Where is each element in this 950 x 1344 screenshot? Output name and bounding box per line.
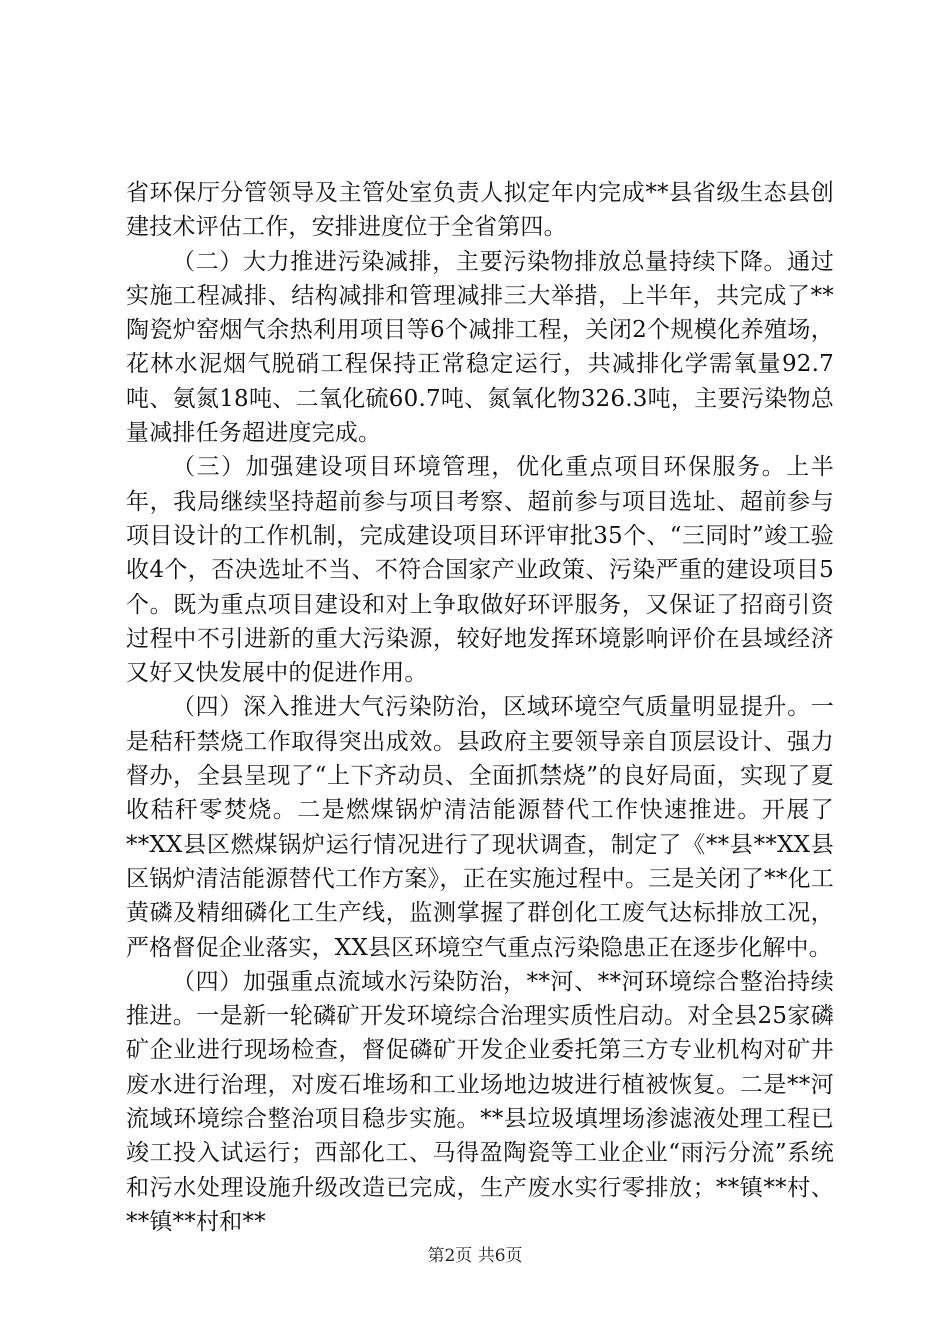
paragraph-project-management: （三）加强建设项目环境管理，优化重点项目环保服务。上半年，我局继续坚持超前参与项目考察、超前参与项目选址、超前参与项目设计的工作机制，完成建设项目环评审批35个、“三同时”竣工验收4个，否决选址不当、不符合国家产业政策、污染严重的建设项目5个。既为重点项目建设和对上争取做好环评服务，又保证了招商引资过程中不引进新的重大污染源，较好地发挥环境影响评价在县域经济又好又快发展中的促进作用。	[126, 454, 834, 687]
paragraph-continuation: 省环保厅分管领导及主管处室负责人拟定年内完成**县省级生态县创建技术评估工作，安排进度位于全省第四。	[126, 180, 834, 241]
paragraph-air-pollution: （四）深入推进大气污染防治，区域环境空气质量明显提升。一是秸秆禁烧工作取得突出成效。县政府主要领导亲自顶层设计、强力督办，全县呈现了“上下齐动员、全面抓禁烧”的良好局面，实现了夏收秸秆零焚烧。二是燃煤锅炉清洁能源替代工作快速推进。开展了**XX县区燃煤锅炉运行情况进行了现状调查，制定了《**县**XX县区锅炉清洁能源替代工作方案》，正在实施过程中。三是关闭了**化工黄磷及精细磷化工生产线，监测掌握了群创化工废气达标排放工况，严格督促企业落实，XX县区环境空气重点污染隐患正在逐步化解中。	[126, 694, 834, 961]
page-number-footer: 第2页 共6页	[427, 1246, 523, 1266]
paragraph-pollution-reduction: （二）大力推进污染减排，主要污染物排放总量持续下降。通过实施工程减排、结构减排和管理减排三大举措，上半年，共完成了**陶瓷炉窑烟气余热利用项目等6个减排工程，关闭2个规模化养殖场，花林水泥烟气脱硝工程保持正常稳定运行，共减排化学需氧量92.7吨、氨氮18吨、二氧化硫60.7吨、氮氧化物326.3吨，主要污染物总量减排任务超进度完成。	[126, 248, 834, 447]
document-body	[126, 176, 834, 1239]
paragraph-water-pollution: （四）加强重点流域水污染防治，**河、**河环境综合整治持续推进。一是新一轮磷矿开发环境综合治理实质性启动。对全县25家磷矿企业进行现场检查，督促磷矿开发企业委托第三方专业机构对矿井废水进行治理，对废石堆场和工业场地边坡进行植被恢复。二是**河流域环境综合整治项目稳步实施。**县垃圾填埋场渗滤液处理工程已竣工投入试运行；西部化工、马得盈陶瓷等工业企业“雨污分流”系统和污水处理设施升级改造已完成，生产废水实行零排放；**镇**村、**镇**村和**	[126, 968, 834, 1235]
